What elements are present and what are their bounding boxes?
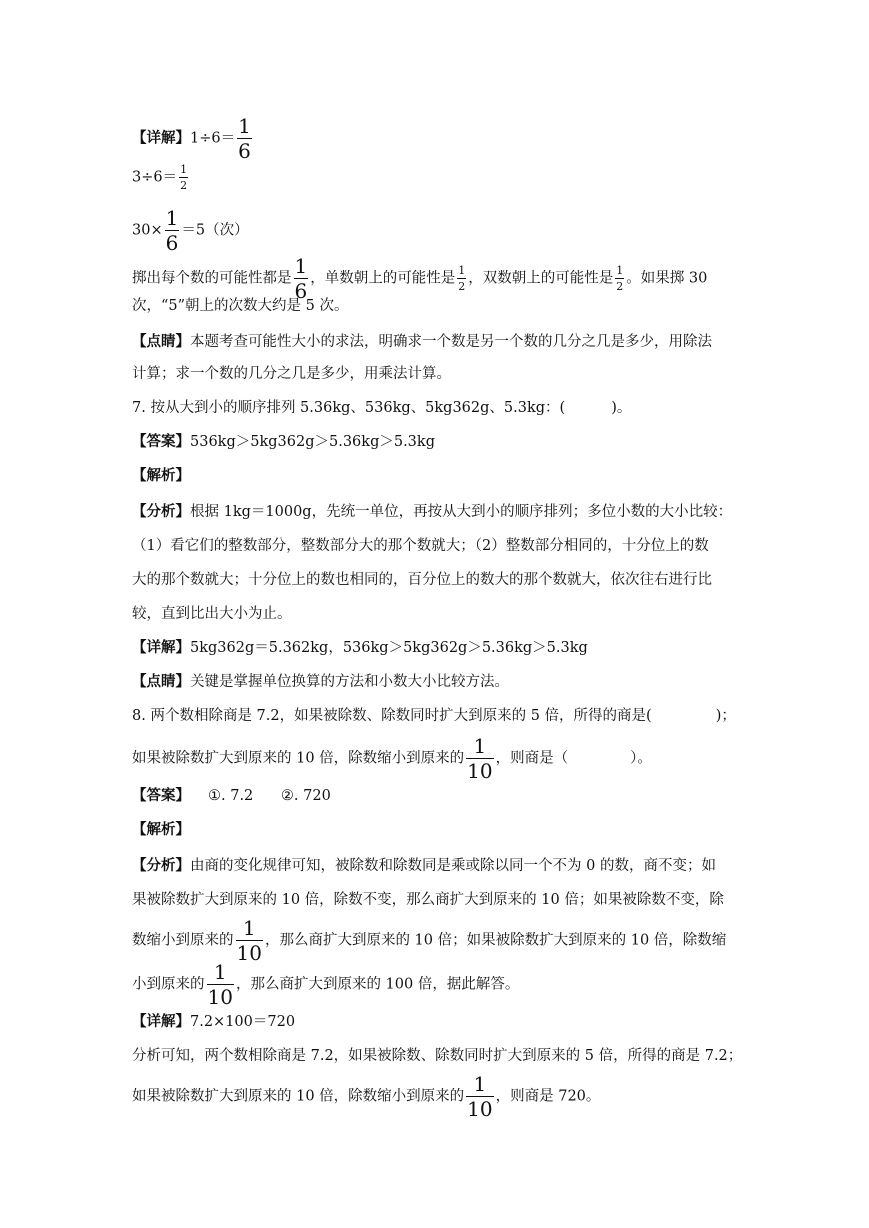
question-8-line-2: 如果被除数扩大到原来的 10 倍，除数缩小到原来的 $\frac{1}{10}$ ，则商是（ ）。 (132, 734, 652, 783)
analysis-line: 较，直到比出大小为止。 (132, 606, 292, 622)
detail-line-3: 30× $\frac{1}{6}$ ＝5（次） (132, 206, 249, 255)
detail-tag: 【详解】 (132, 129, 190, 147)
question-7: 7. 按从大到小的顺序排列 5.36kg、536kg、5kg362g、5.3kg：( )。 (132, 400, 632, 416)
analysis-line: （1）看它们的整数部分，整数部分大的那个数就大；（2）整数部分相同的，十分位上的数 (132, 538, 709, 554)
detail-line-1 (132, 116, 254, 161)
fraction: $\frac{1}{10}$ (467, 734, 493, 783)
note-tag: 【点睛】 (132, 333, 190, 350)
expr: 1÷6＝ (190, 130, 236, 147)
answer-tag: 【答案】 (132, 433, 190, 450)
detail-tag: 【详解】 (132, 639, 190, 656)
detail-line: 【详解】5kg362g＝5.362kg，536kg＞5kg362g＞5.36kg＞5.3kg (132, 639, 588, 656)
fraction: $\frac{1}{2}$ (180, 163, 188, 192)
probability-line: 掷出每个数的可能性都是 $\frac{1}{6}$ ，单数朝上的可能性是 $\frac{1}{2}$ ，双数朝上的可能性是 $\frac{1}{2}$ 。如果掷 30 (132, 254, 708, 303)
conclusion-line: 分析可知，两个数相除商是 7.2，如果被除数、除数同时扩大到原来的 5 倍，所得的商是 7.2； (132, 1048, 743, 1064)
detail-line-2 (132, 164, 190, 191)
analysis-line: 大的那个数就大；十分位上的数也相同的，百分位上的数大的那个数就大，依次往右进行比 (132, 572, 712, 588)
analysis-line: 【分析】根据 1kg＝1000g，先统一单位，再按从大到小的顺序排列；多位小数的大小比较： (132, 503, 733, 520)
note-tag: 【点睛】 (132, 673, 190, 690)
analysis-line: 数缩小到原来的 $\frac{1}{10}$ ，那么商扩大到原来的 10 倍；如果被除数扩大到原来的 10 倍，除数缩 (132, 916, 727, 965)
answer-7: 【答案】536kg＞5kg362g＞5.36kg＞5.3kg (132, 433, 435, 450)
analysis-line: 果被除数扩大到原来的 10 倍，除数不变，那么商扩大到原来的 10 倍；如果被除数不变，除 (132, 892, 724, 908)
text-line: 计算；求一个数的几分之几是多少，用乘法计算。 (132, 366, 451, 382)
text-line: 次，“5”朝上的次数大约是 5 次。 (132, 298, 349, 314)
analysis-line: 小到原来的 $\frac{1}{10}$ ，那么商扩大到原来的 100 倍，据此解答。 (132, 960, 520, 1009)
answer-8: 【答案】 ①. 7.2 ②. 720 (132, 787, 331, 804)
detail-line: 【详解】7.2×100＝720 (132, 1013, 296, 1030)
fraction: $\frac{1}{6}$ (165, 206, 179, 255)
answer-tag: 【答案】 (132, 787, 190, 804)
analysis-line: 【分析】由商的变化规律可知，被除数和除数同是乘或除以同一个不为 0 的数，商不变；如 (132, 857, 716, 874)
analysis-tag: 【分析】 (132, 857, 190, 874)
fraction: $\frac{1}{10}$ (236, 916, 262, 965)
fraction: $\frac{1}{2}$ (616, 264, 624, 293)
fraction: $\frac{1}{6}$ (238, 114, 251, 163)
fraction: $\frac{1}{6}$ (294, 254, 308, 303)
conclusion-line: 如果被除数扩大到原来的 10 倍，除数缩小到原来的 $\frac{1}{10}$ ，则商是 720。 (132, 1072, 601, 1121)
expr: 3÷6＝ (132, 169, 178, 186)
question-8-line-1: 8. 两个数相除商是 7.2，如果被除数、除数同时扩大到原来的 5 倍，所得的商是( )； (132, 708, 736, 724)
fraction: $\frac{1}{2}$ (458, 264, 466, 293)
detail-tag: 【详解】 (132, 1013, 190, 1030)
analysis-heading: 【解析】 (132, 467, 190, 484)
analysis-heading: 【解析】 (132, 821, 190, 838)
note-line: 【点睛】本题考查可能性大小的求法，明确求一个数是另一个数的几分之几是多少，用除法 (132, 333, 712, 350)
fraction: $\frac{1}{10}$ (207, 960, 233, 1009)
fraction: $\frac{1}{10}$ (467, 1072, 493, 1121)
note-line: 【点睛】关键是掌握单位换算的方法和小数大小比较方法。 (132, 673, 509, 690)
analysis-tag: 【分析】 (132, 503, 190, 520)
